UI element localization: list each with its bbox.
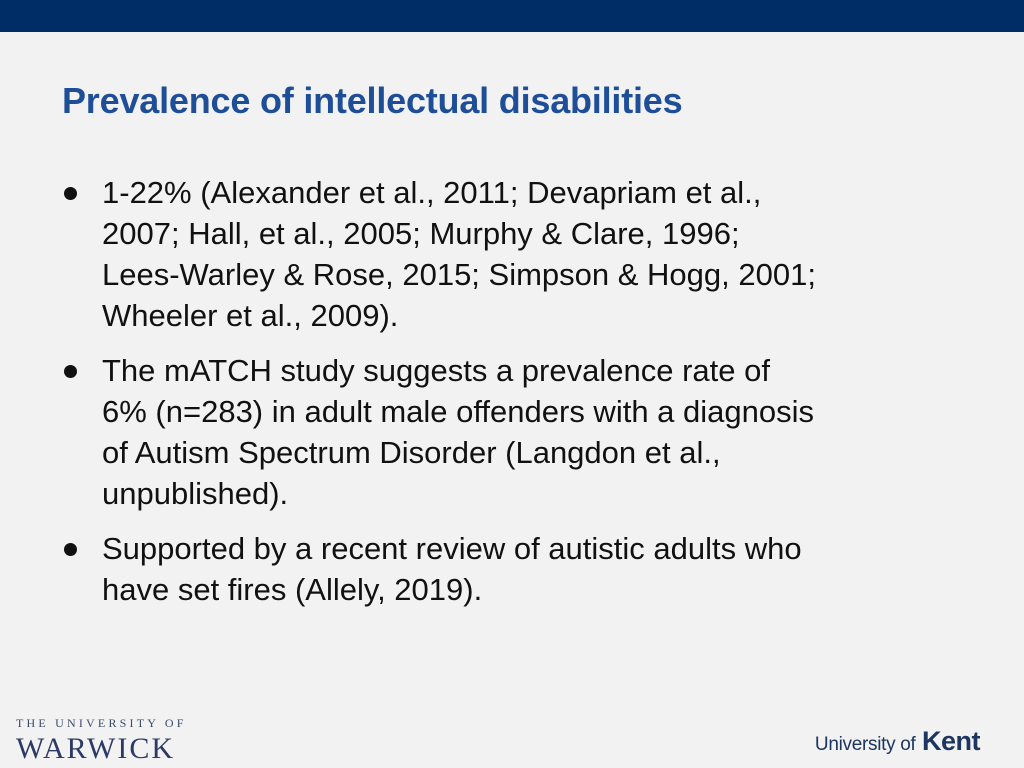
bullet-line: 6% (n=283) in adult male offenders with a diagnosis: [102, 394, 815, 429]
bullet-line: have set fires (Allely, 2019).: [102, 572, 483, 607]
bullet-line: of Autism Spectrum Disorder (Langdon et al.,: [102, 435, 721, 470]
kent-logo-name: Kent: [922, 726, 980, 756]
bullet-line: The mATCH study suggests a prevalence rate of: [102, 353, 770, 388]
bullet-line: 1-22% (Alexander et al., 2011; Devapriam et al.,: [102, 175, 762, 210]
warwick-logo-top-text: THE UNIVERSITY OF: [16, 716, 187, 730]
bullet-dot-icon: [64, 543, 77, 556]
kent-logo-prefix: University of: [814, 734, 916, 755]
slide-title: Prevalence of intellectual disabilities: [62, 80, 683, 121]
warwick-logo: [16, 716, 186, 764]
bullet-line: unpublished).: [102, 476, 289, 511]
bullet-dot-icon: [64, 365, 77, 378]
bullet-item: [62, 528, 942, 610]
kent-logo: [815, 726, 980, 762]
warwick-logo-main-text: WARWICK: [16, 732, 175, 765]
bullet-line: 2007; Hall, et al., 2005; Murphy & Clare, 1996;: [102, 216, 740, 251]
bullet-dot-icon: [64, 187, 77, 200]
bullet-item: [62, 172, 942, 336]
bullet-line: Lees-Warley & Rose, 2015; Simpson & Hogg, 2001;: [102, 257, 816, 292]
bullet-item: [62, 350, 942, 514]
header-bar: [0, 0, 1024, 32]
bullet-list: [62, 172, 942, 624]
bullet-line: Wheeler et al., 2009).: [102, 298, 399, 333]
bullet-line: Supported by a recent review of autistic adults who: [102, 531, 802, 566]
